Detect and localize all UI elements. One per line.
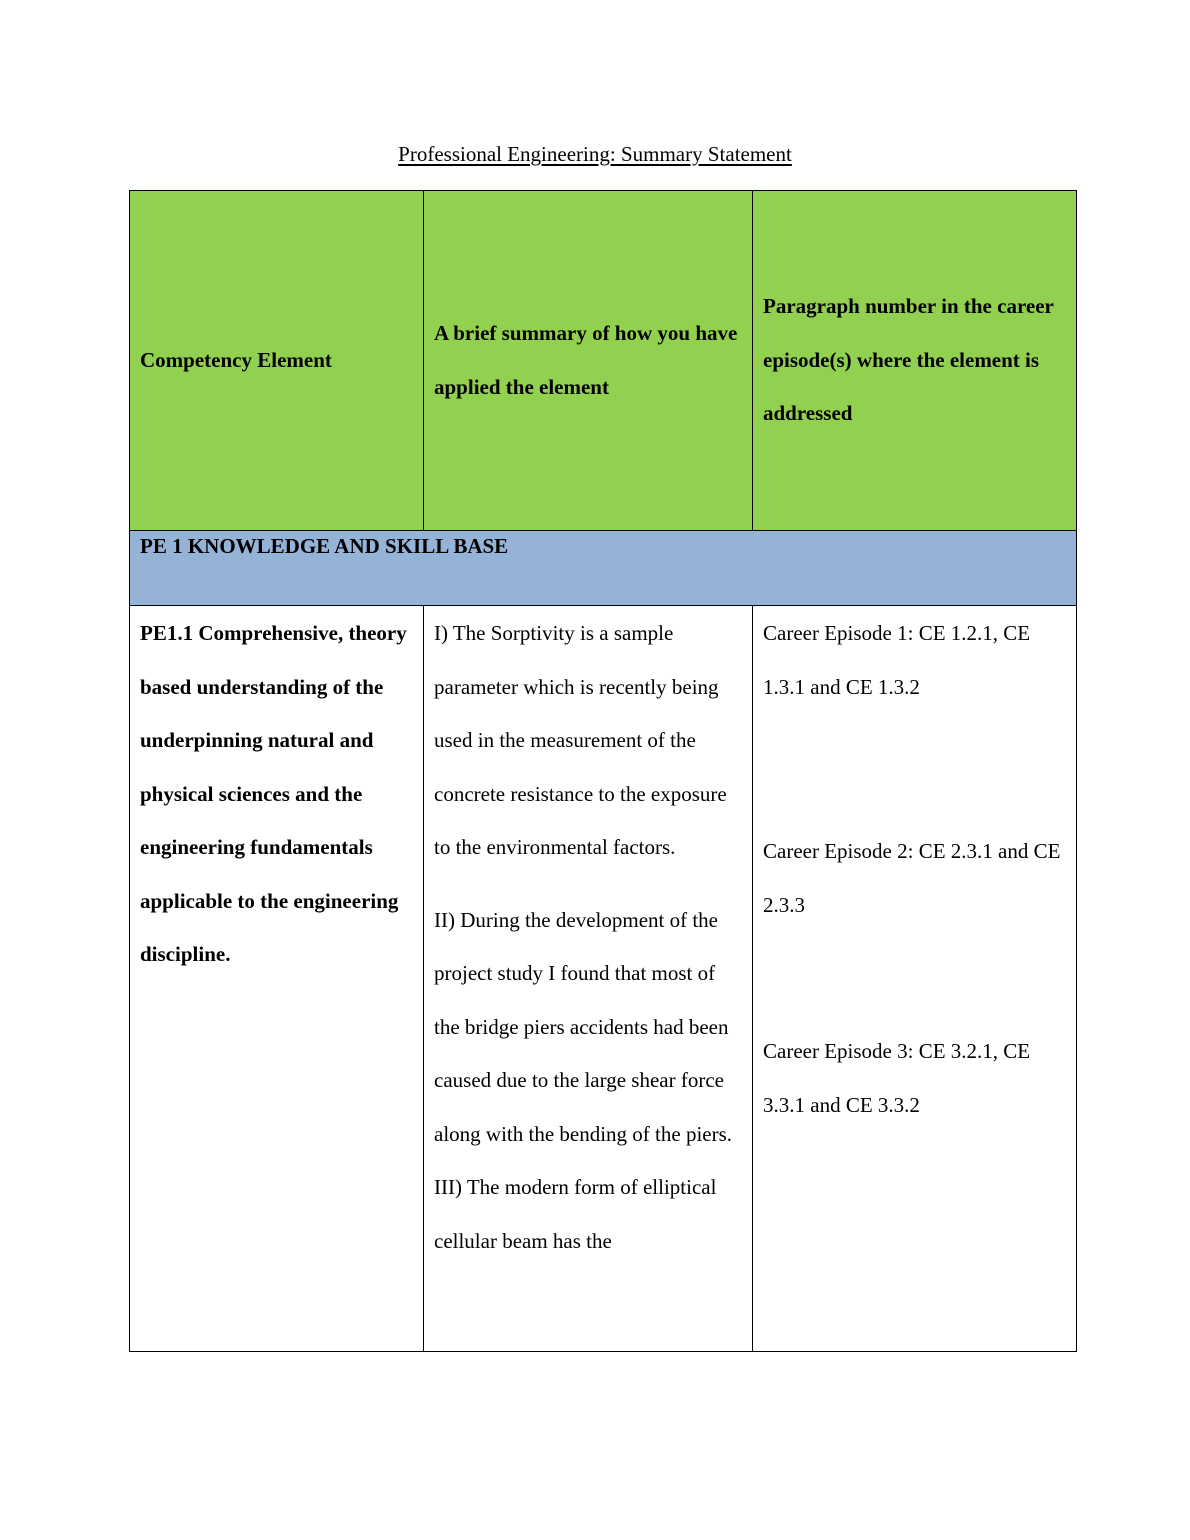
summary-paragraph-3: III) The modern form of elliptical cellular beam has the bbox=[434, 1175, 717, 1253]
section-row bbox=[130, 531, 1077, 606]
header-competency-element: Competency Element bbox=[130, 191, 424, 531]
competency-element-cell bbox=[130, 606, 424, 1352]
career-episode-3-reference: Career Episode 3: CE 3.2.1, CE 3.3.1 and CE 3.3.2 bbox=[763, 1039, 1031, 1117]
reference-cell bbox=[753, 606, 1077, 1352]
summary-cell bbox=[424, 606, 753, 1352]
career-episode-1-reference: Career Episode 1: CE 1.2.1, CE 1.3.1 and CE 1.3.2 bbox=[763, 621, 1031, 699]
career-episode-2-reference: Career Episode 2: CE 2.3.1 and CE 2.3.3 bbox=[763, 839, 1061, 917]
document-title: Professional Engineering: Summary Statement bbox=[398, 142, 792, 166]
header-paragraph-number: Paragraph number in the career episode(s) where the element is addressed bbox=[753, 191, 1077, 531]
summary-statement-table bbox=[129, 190, 1077, 1352]
table-header-row bbox=[130, 191, 1077, 531]
summary-paragraph-2: II) During the development of the project study I found that most of the bridge piers accidents had been caused due to the large shear force along with the bending of the piers. bbox=[434, 907, 733, 1146]
section-title: PE 1 KNOWLEDGE AND SKILL BASE bbox=[130, 531, 1077, 606]
header-summary: A brief summary of how you have applied the element bbox=[424, 191, 753, 531]
competency-element-text: PE1.1 Comprehensive, theory based understanding of the underpinning natural and physical sciences and the engineering fundamentals applicable to the engineering discipline. bbox=[140, 621, 407, 966]
summary-paragraph-1: I) The Sorptivity is a sample parameter which is recently being used in the measurement of the concrete resistance to the exposure to the environmental factors. bbox=[434, 621, 727, 859]
table-row bbox=[130, 606, 1077, 1352]
